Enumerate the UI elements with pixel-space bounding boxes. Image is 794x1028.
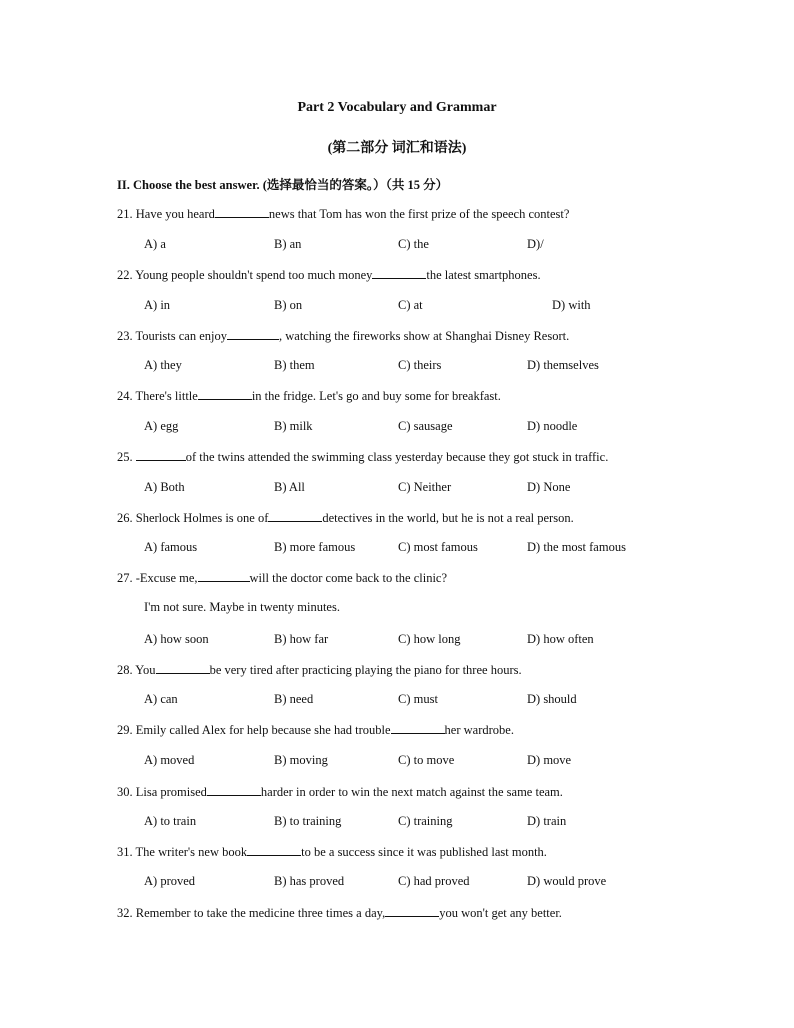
question-text-pre: 31. The writer's new book bbox=[117, 845, 248, 859]
option-b: B) an bbox=[274, 237, 302, 251]
option-a: A) how soon bbox=[144, 632, 209, 646]
option-b: B) on bbox=[274, 298, 303, 312]
answer-blank bbox=[372, 267, 426, 279]
question-text-pre: 24. There's little bbox=[117, 389, 198, 403]
question-text-pre: 22. Young people shouldn't spend too much money bbox=[117, 268, 373, 282]
question-28 bbox=[117, 662, 522, 678]
page-title: Part 2 Vocabulary and Grammar bbox=[297, 100, 497, 115]
option-a: A) proved bbox=[144, 874, 196, 888]
option-d: D)/ bbox=[527, 237, 544, 251]
page-subtitle: (第二部分 词汇和语法) bbox=[327, 141, 467, 156]
option-c: C) Neither bbox=[398, 480, 452, 494]
question-23 bbox=[117, 328, 569, 344]
option-b: B) to training bbox=[274, 814, 342, 828]
option-d: D) would prove bbox=[527, 874, 607, 888]
question-24 bbox=[117, 388, 501, 404]
option-a: A) famous bbox=[144, 540, 198, 554]
question-text-post: will the doctor come back to the clinic? bbox=[249, 571, 448, 585]
question-text-post: , watching the fireworks show at Shanghai Disney Resort. bbox=[279, 329, 570, 343]
question-text-post: the latest smartphones. bbox=[426, 268, 541, 282]
option-d: D) None bbox=[527, 480, 571, 494]
option-a: A) can bbox=[144, 692, 178, 706]
option-a: A) in bbox=[144, 298, 171, 312]
question-32 bbox=[117, 905, 562, 921]
question-text-post: of the twins attended the swimming class yesterday because they got stuck in traffic. bbox=[185, 450, 609, 464]
option-b: B) more famous bbox=[274, 540, 356, 554]
section-instruction: (选择最恰当的答案。）（共 15 分） bbox=[262, 178, 449, 192]
answer-blank bbox=[198, 388, 252, 400]
answer-blank bbox=[156, 662, 210, 674]
option-c: C) how long bbox=[398, 632, 461, 646]
option-c: C) to move bbox=[398, 753, 455, 767]
question-text-pre: 28. You bbox=[117, 663, 156, 677]
question-text-pre: 21. Have you heard bbox=[117, 207, 215, 221]
option-c: C) must bbox=[398, 692, 438, 706]
option-b: B) them bbox=[274, 358, 315, 372]
option-c: C) had proved bbox=[398, 874, 470, 888]
answer-blank bbox=[198, 570, 250, 582]
option-b: B) need bbox=[274, 692, 314, 706]
question-text-post: harder in order to win the next match against the same team. bbox=[260, 785, 563, 799]
question-text-post: you won't get any better. bbox=[439, 906, 562, 920]
option-c: C) training bbox=[398, 814, 453, 828]
question-29 bbox=[117, 722, 514, 738]
option-a: A) egg bbox=[144, 419, 179, 433]
question-text-pre: 29. Emily called Alex for help because she had trouble bbox=[117, 723, 391, 737]
option-c: C) sausage bbox=[398, 419, 453, 433]
question-22 bbox=[117, 267, 541, 283]
question-text-pre: 27. -Excuse me, bbox=[117, 571, 198, 585]
option-d: D) the most famous bbox=[527, 540, 626, 554]
question-text-post: in the fridge. Let's go and buy some for breakfast. bbox=[251, 389, 501, 403]
option-c: C) most famous bbox=[398, 540, 478, 554]
option-d: D) with bbox=[552, 298, 591, 312]
question-25 bbox=[117, 449, 608, 465]
option-a: A) to train bbox=[144, 814, 197, 828]
option-a: A) they bbox=[144, 358, 182, 372]
question-text-post: be very tired after practicing playing the piano for three hours. bbox=[209, 663, 522, 677]
question-text-pre: 25. bbox=[117, 450, 136, 464]
option-d: D) noodle bbox=[527, 419, 578, 433]
dialogue-reply: I'm not sure. Maybe in twenty minutes. bbox=[144, 600, 340, 614]
option-a: A) moved bbox=[144, 753, 195, 767]
option-b: B) All bbox=[274, 480, 305, 494]
question-text-pre: 26. Sherlock Holmes is one of bbox=[117, 511, 269, 525]
question-27 bbox=[117, 570, 447, 586]
answer-blank bbox=[227, 328, 279, 340]
option-d: D) how often bbox=[527, 632, 594, 646]
answer-blank bbox=[268, 510, 322, 522]
option-b: B) moving bbox=[274, 753, 328, 767]
answer-blank bbox=[136, 449, 186, 461]
option-d: D) train bbox=[527, 814, 567, 828]
question-21 bbox=[117, 206, 569, 222]
option-d: D) themselves bbox=[527, 358, 599, 372]
option-b: B) how far bbox=[274, 632, 329, 646]
question-text-pre: 32. Remember to take the medicine three times a day, bbox=[117, 906, 386, 920]
option-b: B) milk bbox=[274, 419, 313, 433]
question-31 bbox=[117, 844, 547, 860]
answer-blank bbox=[215, 206, 269, 218]
option-c: C) theirs bbox=[398, 358, 442, 372]
option-c: C) the bbox=[398, 237, 429, 251]
question-text-pre: 23. Tourists can enjoy bbox=[117, 329, 227, 343]
question-text-post: detectives in the world, but he is not a real person. bbox=[322, 511, 574, 525]
question-text-post: news that Tom has won the first prize of the speech contest? bbox=[268, 207, 570, 221]
option-b: B) has proved bbox=[274, 874, 345, 888]
option-c: C) at bbox=[398, 298, 423, 312]
option-d: D) should bbox=[527, 692, 577, 706]
section-label: II. Choose the best answer. bbox=[117, 178, 260, 192]
answer-blank bbox=[385, 905, 439, 917]
answer-blank bbox=[391, 722, 445, 734]
question-30 bbox=[117, 784, 563, 800]
question-26 bbox=[117, 510, 574, 526]
question-text-pre: 30. Lisa promised bbox=[117, 785, 207, 799]
option-a: A) a bbox=[144, 237, 166, 251]
section-heading bbox=[117, 175, 448, 193]
question-text-post: her wardrobe. bbox=[444, 723, 514, 737]
answer-blank bbox=[207, 784, 261, 796]
question-text-post: to be a success since it was published last month. bbox=[301, 845, 547, 859]
option-d: D) move bbox=[527, 753, 572, 767]
option-a: A) Both bbox=[144, 480, 185, 494]
answer-blank bbox=[247, 844, 301, 856]
